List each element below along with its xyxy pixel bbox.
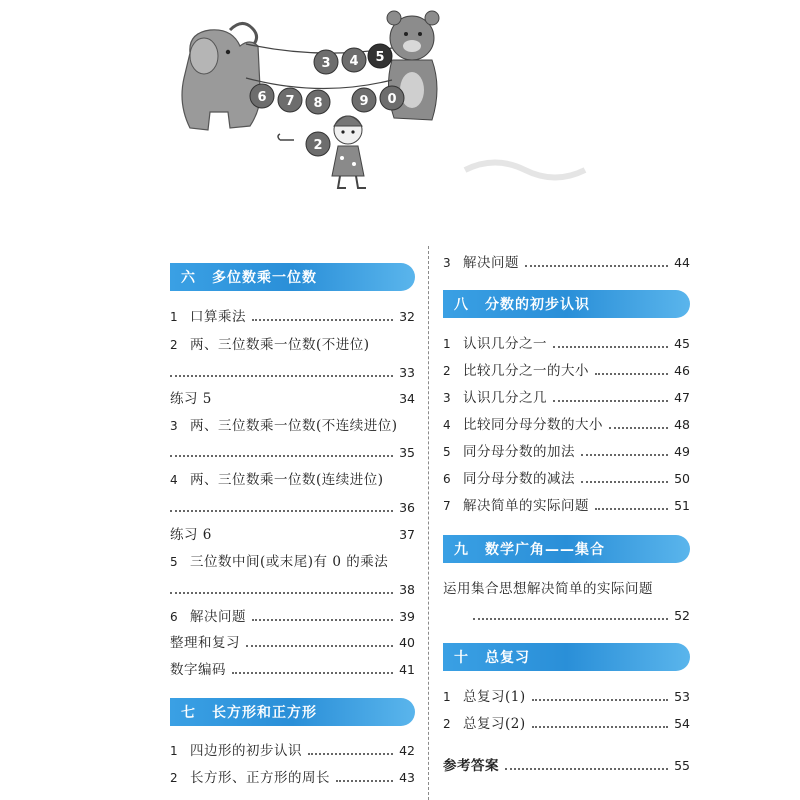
entry-title: 整理和复习 [170,635,240,651]
entry-title: 解决问题 [190,609,246,625]
leader-dots [170,592,393,594]
section-title: 多位数乘一位数 [212,270,317,286]
ornament-balls [250,44,404,156]
leader-dots [553,346,668,348]
leader-dots [473,618,668,620]
section-header [170,263,415,291]
ornament-label: 6 [257,90,267,105]
entry-number: 1 [443,337,451,351]
entry-page: 32 [399,309,415,324]
entry-number: 1 [170,744,178,758]
leader-dots [595,373,668,375]
entry-page: 37 [399,527,415,542]
leader-dots [170,455,393,457]
toc-entry[interactable] [170,413,415,435]
entry-title: 两、三位数乘一位数(不连续进位) [190,418,398,434]
entry-title: 解决简单的实际问题 [463,498,589,514]
ornament-label: 8 [313,96,323,111]
toc-entry[interactable] [170,604,415,626]
entry-page: 39 [399,609,415,624]
entry-title: 练习 6 [170,527,212,543]
entry-page: 44 [674,255,690,270]
leader-dots [232,672,393,674]
entry-title: 数字编码 [170,662,226,678]
entry-title: 总复习(1) [463,689,526,705]
toc-entry[interactable] [170,549,415,571]
entry-title: 解决问题 [463,255,519,271]
entry-number: 6 [170,610,178,624]
leader-dots [246,645,393,647]
leader-dots [553,400,668,402]
section-header [443,643,690,671]
entry-page: 38 [399,582,415,597]
toc-entry-continuation[interactable] [170,360,415,382]
leader-dots [595,508,668,510]
entry-number: 2 [170,338,178,352]
entry-title: 练习 5 [170,391,212,407]
leader-dots [525,265,668,267]
ornament-label: 4 [349,54,359,69]
entry-page: 45 [674,336,690,351]
toc-entry[interactable] [170,332,415,354]
section-title: 数学广角——集合 [485,542,605,558]
section-number: 十 [454,650,468,666]
leader-dots [336,780,393,782]
entry-page: 34 [399,391,415,406]
toc-entry-continuation[interactable] [170,440,415,462]
toc-entry[interactable] [443,684,690,706]
entry-title: 运用集合思想解决简单的实际问题 [443,581,653,597]
entry-title: 参考答案 [443,758,499,774]
toc-entry[interactable] [170,522,415,544]
column-divider [428,246,429,800]
section-title: 长方形和正方形 [212,705,317,721]
toc-entry[interactable] [170,630,415,652]
entry-page: 43 [399,770,415,785]
ornament-label: 2 [313,138,323,153]
cover-illustration [170,8,460,198]
entry-page: 36 [399,500,415,515]
entry-number: 2 [170,771,178,785]
entry-page: 55 [674,758,690,773]
toc-entry[interactable] [170,765,415,787]
entry-title: 总复习(2) [463,716,526,732]
ornament-label: 5 [375,50,385,65]
leader-dots [581,454,668,456]
section-number: 六 [181,270,195,286]
entry-title: 比较同分母分数的大小 [463,417,603,433]
entry-number: 4 [443,418,451,432]
entry-number: 4 [170,473,178,487]
entry-number: 5 [170,555,178,569]
toc-entry[interactable] [170,386,415,408]
entry-number: 3 [443,256,451,270]
section-header [443,290,690,318]
toc-entry[interactable] [443,358,690,380]
entry-page: 48 [674,417,690,432]
elephant-illustration [182,23,260,130]
toc-entry[interactable] [170,738,415,760]
toc-entry[interactable] [443,576,690,598]
ornament-label: 7 [285,94,295,109]
entry-title: 同分母分数的减法 [463,471,575,487]
leader-dots [170,375,393,377]
entry-title: 同分母分数的加法 [463,444,575,460]
entry-number: 2 [443,717,451,731]
entry-page: 50 [674,471,690,486]
section-title: 总复习 [485,650,530,666]
toc-entry[interactable] [443,412,690,434]
leader-dots [252,319,393,321]
entry-page: 53 [674,689,690,704]
entry-title: 两、三位数乘一位数(连续进位) [190,472,384,488]
leader-dots [170,510,393,512]
entry-page: 51 [674,498,690,513]
entry-number: 7 [443,499,451,513]
entry-number: 1 [443,690,451,704]
entry-page: 52 [674,608,690,623]
entry-number: 5 [443,445,451,459]
entry-title: 两、三位数乘一位数(不进位) [190,337,370,353]
entry-number: 2 [443,364,451,378]
ornament-label: 0 [387,92,397,107]
leader-dots [252,619,393,621]
toc-entry[interactable] [443,250,690,272]
toc-entry-continuation[interactable] [170,495,415,517]
leader-dots [532,726,668,728]
section-number: 七 [181,705,195,721]
entry-page: 40 [399,635,415,650]
section-number: 八 [454,297,468,313]
toc-entry[interactable] [443,439,690,461]
entry-title: 认识几分之几 [463,390,547,406]
leader-dots [532,699,668,701]
section-header [170,698,415,726]
leader-dots [609,427,668,429]
entry-page: 47 [674,390,690,405]
leader-dots [581,481,668,483]
ornament-label: 3 [321,56,331,71]
toc-entry[interactable] [170,657,415,679]
toc-entry-answers[interactable] [443,753,690,775]
toc-entry[interactable] [443,466,690,488]
entry-page: 41 [399,662,415,677]
entry-page: 33 [399,365,415,380]
entry-page: 35 [399,445,415,460]
entry-number: 3 [170,419,178,433]
entry-title: 认识几分之一 [463,336,547,352]
entry-title: 三位数中间(或末尾)有 0 的乘法 [190,554,389,570]
child-illustration [332,116,366,188]
entry-page: 49 [674,444,690,459]
toc-entry[interactable] [170,304,415,326]
entry-page: 54 [674,716,690,731]
toc-entry[interactable] [443,331,690,353]
entry-title: 四边形的初步认识 [190,743,302,759]
entry-page: 42 [399,743,415,758]
section-header [443,535,690,563]
entry-page: 46 [674,363,690,378]
toc-entry[interactable] [443,385,690,407]
ornament-label: 9 [359,94,369,109]
entry-number: 6 [443,472,451,486]
entry-title: 长方形、正方形的周长 [190,770,330,786]
entry-title: 口算乘法 [190,309,246,325]
leader-dots [505,768,668,770]
entry-number: 1 [170,310,178,324]
toc-entry-continuation[interactable] [443,603,690,625]
section-title: 分数的初步认识 [485,297,590,313]
entry-title: 比较几分之一的大小 [463,363,589,379]
leader-dots [308,753,393,755]
toc-entry[interactable] [443,493,690,515]
section-number: 九 [454,542,468,558]
entry-number: 3 [443,391,451,405]
toc-entry[interactable] [443,711,690,733]
toc-entry[interactable] [170,467,415,489]
decorative-faint-pattern [455,150,605,190]
toc-entry-continuation[interactable] [170,577,415,599]
